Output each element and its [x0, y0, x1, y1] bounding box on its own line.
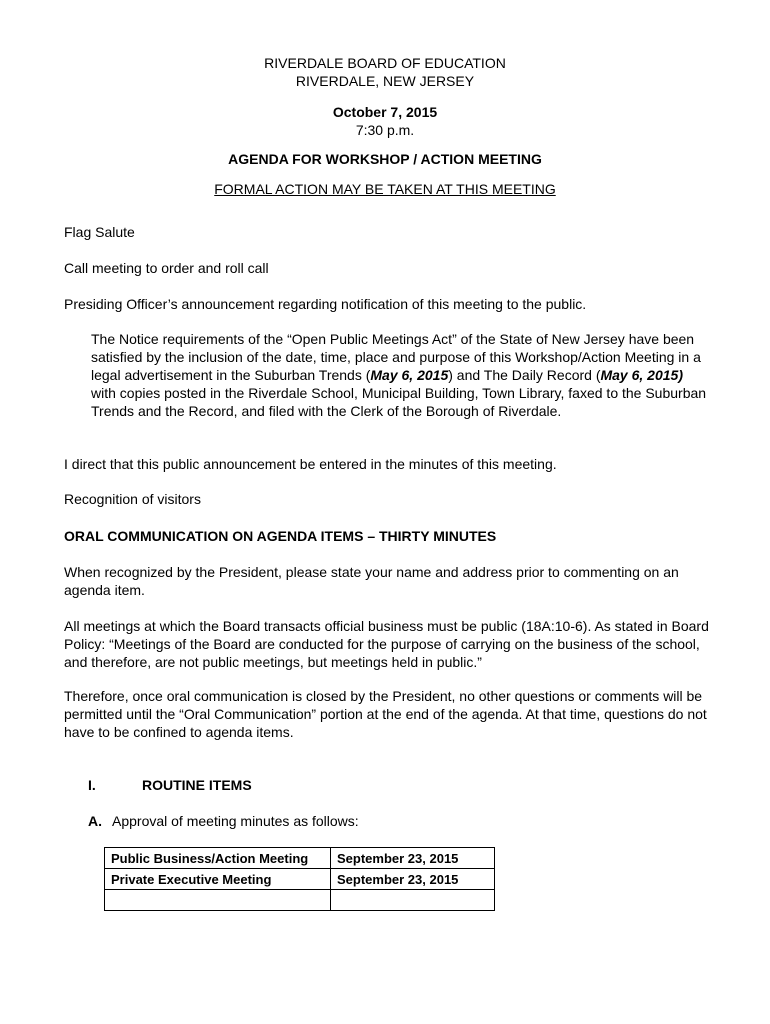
- table-cell: September 23, 2015: [331, 848, 495, 869]
- notice-text-2: ) and The Daily Record (: [448, 367, 601, 383]
- flag-salute: Flag Salute: [64, 224, 135, 240]
- meeting-date: October 7, 2015: [332, 104, 438, 120]
- item-text: Approval of meeting minutes as follows:: [112, 813, 359, 829]
- oral-paragraph-3: Therefore, once oral communication is closed by the President, no other questions or comments will be permitted until the “Oral Communication” portion at the end of the agenda. At that time, questions do not have to be confined to agenda items.: [64, 688, 707, 740]
- notice-date-1: May 6, 2015: [370, 367, 449, 383]
- org-name: RIVERDALE BOARD OF EDUCATION: [264, 55, 506, 71]
- table-row: [105, 848, 495, 869]
- formal-action-notice: [0, 181, 770, 197]
- org-location: RIVERDALE, NEW JERSEY: [295, 73, 475, 89]
- item-letter: A.: [88, 813, 102, 829]
- oral-communication-heading: ORAL COMMUNICATION ON AGENDA ITEMS – THIRTY MINUTES: [64, 528, 497, 544]
- table-row: [105, 869, 495, 890]
- call-to-order: Call meeting to order and roll call: [64, 260, 269, 276]
- oral-paragraph-1: When recognized by the President, please state your name and address prior to commenting on an agenda item.: [64, 564, 679, 598]
- table-cell: September 23, 2015: [331, 869, 495, 890]
- recognition-of-visitors: Recognition of visitors: [64, 491, 201, 507]
- notice-paragraph: [91, 330, 711, 420]
- notice-date-2: May 6, 2015): [600, 367, 683, 383]
- presiding-announcement: Presiding Officer’s announcement regarding notification of this meeting to the public.: [64, 296, 587, 312]
- notice-text-3: with copies posted in the Riverdale School, Municipal Building, Town Library, faxed to the Suburban Trends and the Record, and filed with the Clerk of the Borough of Riverdale.: [91, 385, 707, 419]
- section-title: ROUTINE ITEMS: [142, 777, 252, 793]
- meeting-time: 7:30 p.m.: [355, 122, 415, 138]
- oral-paragraph-2: All meetings at which the Board transacts official business must be public (18A:10-6). As stated in Board Policy: “Meetings of the Board are conducted for the purpose of carrying on the business of the school, and therefore, are not public meetings, but meetings held in public.”: [64, 618, 709, 670]
- table-row: [105, 890, 495, 911]
- minutes-table: [104, 847, 495, 911]
- notice-text-1: The Notice requirements of the “Open Public Meetings Act” of the State of New Jersey have been satisfied by the inclusion of the date, time, place and purpose of this Workshop/Action Meeting in a legal advertisement in the Suburban Trends (: [91, 331, 701, 383]
- direct-entry: I direct that this public announcement be entered in the minutes of this meeting.: [64, 456, 557, 472]
- section-numeral: I.: [88, 777, 96, 793]
- formal-action-text: FORMAL ACTION MAY BE TAKEN AT THIS MEETING: [214, 181, 556, 197]
- table-cell: [105, 890, 331, 911]
- agenda-title: AGENDA FOR WORKSHOP / ACTION MEETING: [228, 151, 542, 167]
- table-cell: Private Executive Meeting: [105, 869, 331, 890]
- table-cell: [331, 890, 495, 911]
- table-cell: Public Business/Action Meeting: [105, 848, 331, 869]
